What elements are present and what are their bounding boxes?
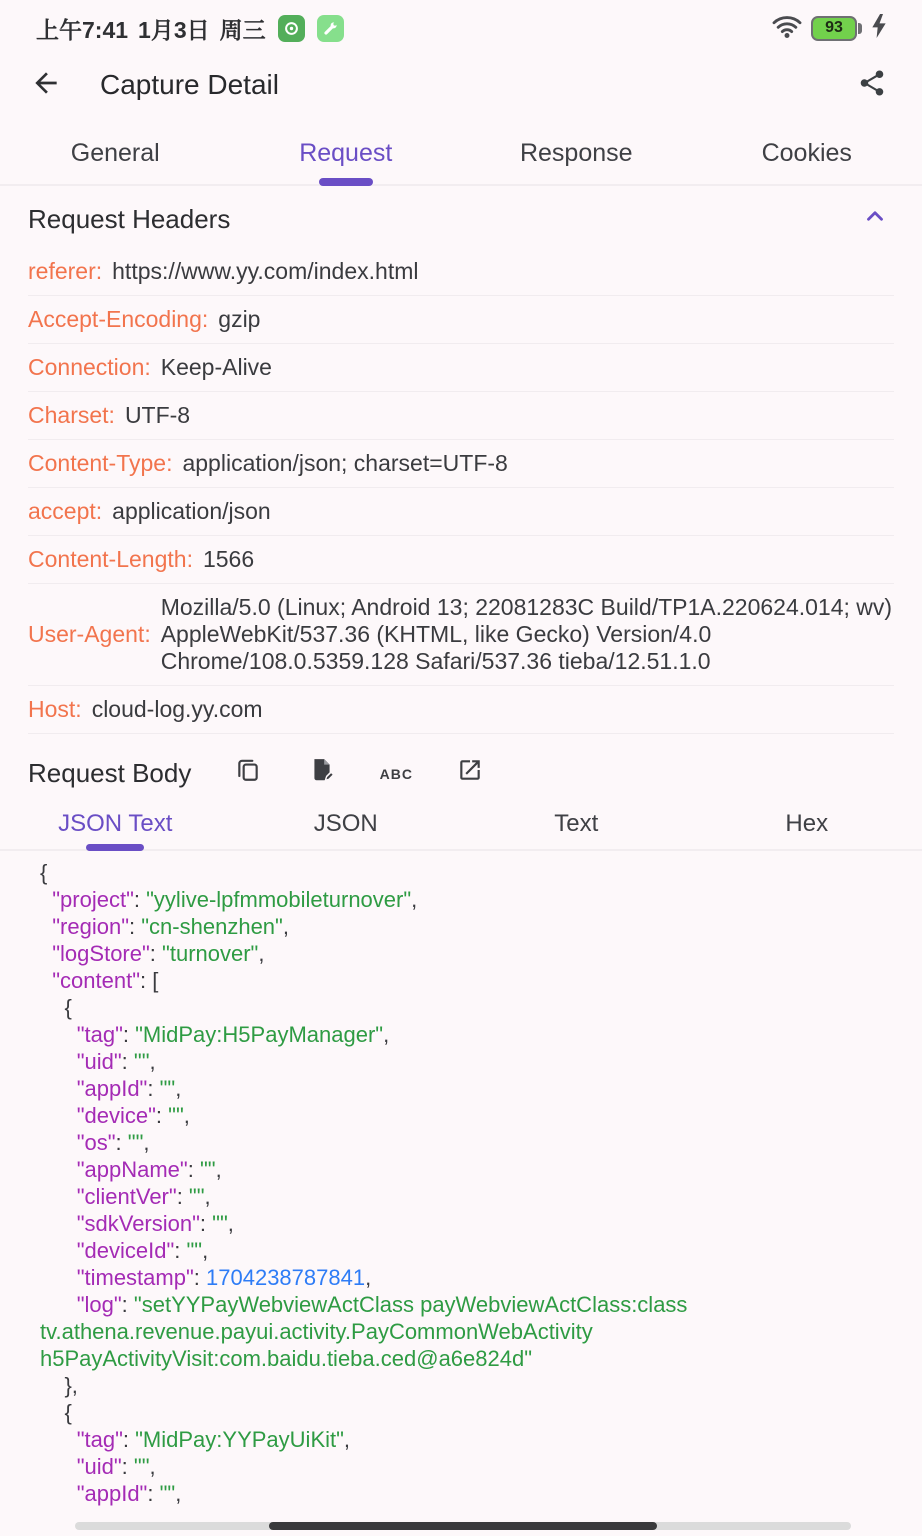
json-line: "tag": "MidPay:H5PayManager", xyxy=(76,1022,390,1047)
request-body-title: Request Body xyxy=(28,758,192,788)
tab-json-text[interactable] xyxy=(0,799,231,849)
notification-app-icon-wrench xyxy=(317,15,344,42)
tab-label: General xyxy=(70,138,160,167)
header-key: referer: xyxy=(28,258,103,284)
header-key: Connection: xyxy=(28,354,151,380)
charging-bolt-icon xyxy=(870,14,888,43)
status-date: 1月3日 xyxy=(138,16,210,43)
json-line: { xyxy=(40,860,48,885)
tab-response[interactable] xyxy=(461,122,692,184)
notification-app-icon-green xyxy=(278,15,305,42)
header-key: Host: xyxy=(28,696,82,722)
tab-request[interactable] xyxy=(231,122,462,184)
header-value: UTF-8 xyxy=(124,402,191,428)
header-row xyxy=(28,296,894,344)
request-headers-list xyxy=(0,248,922,734)
edit-button[interactable] xyxy=(307,759,337,789)
header-row xyxy=(28,392,894,440)
header-value: Keep-Alive xyxy=(160,354,272,380)
status-time: 上午7:41 xyxy=(36,16,129,43)
status-left xyxy=(36,12,344,45)
abc-icon: ABC xyxy=(379,765,413,782)
tab-label: JSON xyxy=(313,810,378,837)
share-icon xyxy=(857,68,887,103)
json-line: "tag": "MidPay:YYPayUiKit", xyxy=(76,1427,351,1452)
json-line: "uid": "", xyxy=(76,1454,156,1479)
header-value: gzip xyxy=(218,306,261,332)
json-line: "timestamp": 1704238787841, xyxy=(76,1265,372,1290)
header-row xyxy=(28,344,894,392)
copy-icon xyxy=(235,757,261,790)
header-row xyxy=(28,488,894,536)
tab-text[interactable] xyxy=(461,799,692,849)
chevron-up-icon xyxy=(862,203,888,236)
json-line: "logStore": "turnover", xyxy=(52,941,265,966)
battery-indicator xyxy=(811,16,862,41)
json-line: { xyxy=(40,995,72,1020)
share-button[interactable] xyxy=(852,65,892,105)
active-tab-underline xyxy=(319,178,373,186)
back-arrow-icon xyxy=(30,67,62,104)
header-row xyxy=(28,440,894,488)
request-headers-section-header xyxy=(0,186,922,248)
app-bar xyxy=(0,48,922,122)
tab-label: Request xyxy=(299,138,393,167)
tab-hex[interactable] xyxy=(692,799,922,849)
main-tab-bar xyxy=(0,122,922,186)
json-line: { xyxy=(40,1400,72,1425)
header-row xyxy=(28,248,894,296)
tab-json[interactable] xyxy=(231,799,462,849)
json-line: "os": "", xyxy=(76,1130,150,1155)
body-format-tab-bar xyxy=(0,799,922,851)
header-value: Mozilla/5.0 (Linux; Android 13; 22081283C Build/TP1A.220624.014; wv) AppleWebKit/537.36 (KHTML, like Gecko) Version/4.0 Chrome/108.0.5359.128 Safari/537.36 tieba/12.51.1.0 xyxy=(160,594,893,674)
json-line: "appName": "", xyxy=(76,1157,222,1182)
json-line: "appId": "", xyxy=(76,1481,182,1506)
request-body-section-header xyxy=(0,734,922,799)
horizontal-scrollbar[interactable] xyxy=(75,1522,851,1530)
json-line: "uid": "", xyxy=(76,1049,156,1074)
wifi-icon xyxy=(771,13,803,44)
header-value: https://www.yy.com/index.html xyxy=(112,258,419,284)
back-button[interactable] xyxy=(26,65,66,105)
battery-level: 93 xyxy=(811,16,857,41)
status-right xyxy=(771,13,888,44)
tab-label: JSON Text xyxy=(58,810,173,837)
status-weekday: 周三 xyxy=(219,16,266,43)
json-line: "log": "setYYPayWebviewActClass payWebviewActClass:class tv.athena.revenue.payui.activity.PayCommonWebActivity h5PayActivityVisit:com.baidu.tieba.ced@a6e824d" xyxy=(40,1292,694,1371)
header-key: Content-Length: xyxy=(28,546,193,572)
edit-document-icon xyxy=(309,757,335,790)
tab-cookies[interactable] xyxy=(692,122,922,184)
json-line: "content": [ xyxy=(52,968,159,993)
copy-button[interactable] xyxy=(233,759,263,789)
text-mode-button[interactable] xyxy=(381,759,411,789)
open-in-new-icon xyxy=(457,757,483,790)
active-tab-underline xyxy=(86,844,144,851)
open-external-button[interactable] xyxy=(455,759,485,789)
header-value: cloud-log.yy.com xyxy=(91,696,263,722)
header-key: Content-Type: xyxy=(28,450,173,476)
status-bar xyxy=(0,0,922,48)
header-key: accept: xyxy=(28,498,103,524)
header-row xyxy=(28,584,894,686)
header-key: Charset: xyxy=(28,402,115,428)
header-key: User-Agent: xyxy=(28,621,151,647)
collapse-headers-button[interactable] xyxy=(858,202,892,236)
json-line: "appId": "", xyxy=(76,1076,182,1101)
json-line: }, xyxy=(40,1373,78,1398)
json-text-view[interactable] xyxy=(0,851,922,1507)
json-line: "region": "cn-shenzhen", xyxy=(52,914,289,939)
tab-label: Response xyxy=(519,138,633,167)
battery-nub xyxy=(858,23,862,34)
header-value: application/json xyxy=(112,498,271,524)
tab-label: Text xyxy=(554,810,599,837)
tab-label: Hex xyxy=(785,810,829,837)
json-line: "clientVer": "", xyxy=(76,1184,211,1209)
header-value: 1566 xyxy=(202,546,255,572)
json-line: "project": "yylive-lpfmmobileturnover", xyxy=(52,887,418,912)
request-body-toolbar xyxy=(233,759,485,789)
tab-label: Cookies xyxy=(761,138,852,167)
json-line: "sdkVersion": "", xyxy=(76,1211,234,1236)
json-line: "deviceId": "", xyxy=(76,1238,209,1263)
header-value: application/json; charset=UTF-8 xyxy=(182,450,508,476)
header-row xyxy=(28,686,894,734)
request-headers-title: Request Headers xyxy=(28,203,231,234)
json-line: "device": "", xyxy=(76,1103,190,1128)
tab-general[interactable] xyxy=(0,122,231,184)
header-key: Accept-Encoding: xyxy=(28,306,209,332)
horizontal-scrollbar-thumb[interactable] xyxy=(269,1522,657,1530)
header-row xyxy=(28,536,894,584)
page-title: Capture Detail xyxy=(100,69,279,100)
